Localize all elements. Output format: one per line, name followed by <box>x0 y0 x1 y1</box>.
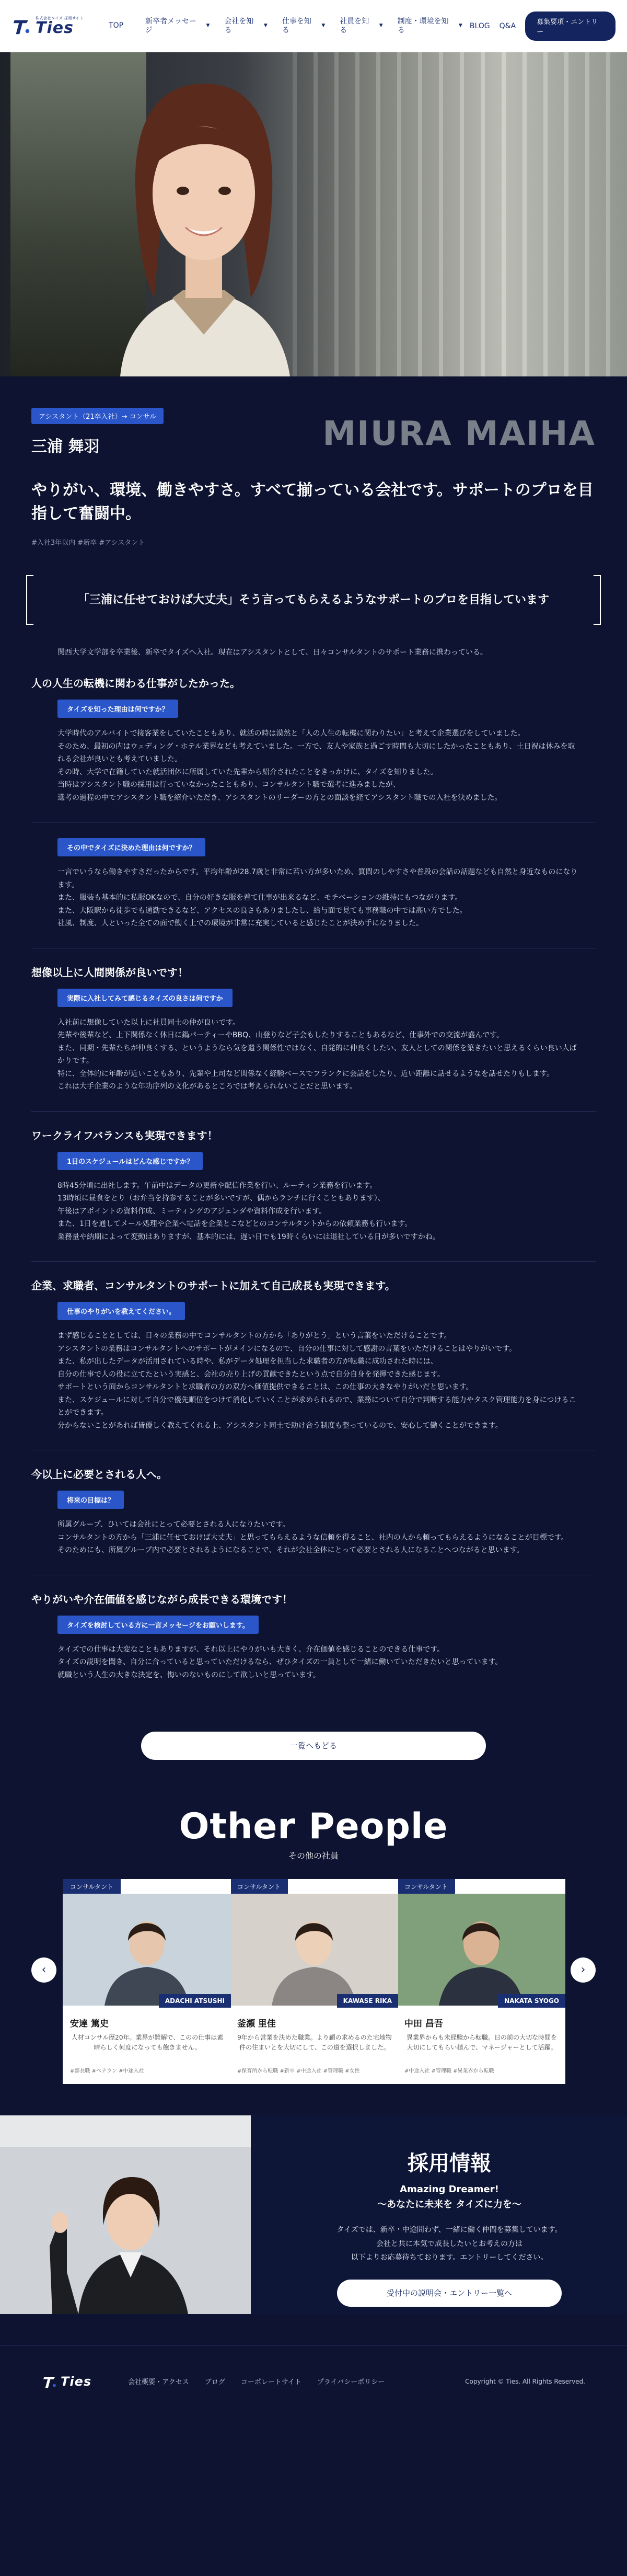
nav-item-label: 新卒者メッセージ <box>145 17 196 35</box>
footer-logo[interactable] <box>42 2374 91 2389</box>
section-heading: 想像以上に人間関係が良いです！ <box>31 966 188 979</box>
interview-section <box>31 1261 596 1432</box>
question-badge: 仕事のやりがいを教えてください。 <box>57 1302 185 1320</box>
answer-line: 入社前に想像していた以上に社員同士の仲が良いです。 <box>57 1018 240 1027</box>
question-badge: その中でタイズに決めた理由は何ですか？ <box>57 838 205 856</box>
site-footer <box>0 2345 627 2417</box>
employee-name: 三浦 舞羽 <box>31 438 100 456</box>
card-photo <box>397 1894 565 2006</box>
employee-portrait <box>84 52 324 376</box>
answer-line: サポートという面からコンサルタントと求職者の方の双方へ価値提供できることは、この仕事の大きなやりがいだと思います。 <box>57 1383 473 1392</box>
footer-link[interactable]: 会社概要・アクセス <box>128 2378 189 2387</box>
nav-item-1[interactable] <box>138 17 217 36</box>
answer-line: また、服装も基本的に私服OKなので、自分の好きな服を着て仕事が出来るなど、モチベーションの維持にもつながります。 <box>57 894 462 902</box>
other-people-subtitle: その他の社員 <box>288 1851 339 1861</box>
question-badge: 実際に入社してみて感じるタイズの良さは何ですか <box>57 989 233 1007</box>
catch-copy: やりがい、環境、働きやすさ。すべて揃っている会社です。サポートのプロを目指して奮闘中。 <box>31 481 594 523</box>
recruit-slogan-jp: 〜あなたに未来を タイズに力を〜 <box>377 2199 521 2211</box>
question-badge: 1日のスケジュールはどんな感じですか？ <box>57 1152 203 1170</box>
interview-body <box>0 647 627 1681</box>
card-role-tag: コンサルタント <box>63 1879 121 1894</box>
answer-line: これは大手企業のような年功序列の文化があるところでは考えられないことだと思います。 <box>57 1082 357 1091</box>
chevron-down-icon: ▼ <box>379 23 383 29</box>
card-hashtags: #部長職 #ベテラン #中途入社 <box>70 2068 144 2075</box>
section-heading: 人の人生の転機に関わる仕事がしたかった。 <box>31 677 240 690</box>
chevron-down-icon: ▼ <box>263 23 268 29</box>
hero-photo <box>0 52 627 376</box>
card-description: 9年から営業を決めた職業。より顧の求めるのた宅地物件の住まいとを大切にして、この道を選択しました。 <box>237 2034 392 2052</box>
answer-line: また、1日を通してメール処理や企業へ電話を企業とこなどとのコンサルタントからの依頼業務も行います。 <box>57 1220 412 1229</box>
answer-line: また、大阪駅から徒歩でも通勤できるなど、アクセスの良さもありましたし、給与面で見ても事務職の中では高い方でした。 <box>57 906 467 915</box>
answer-text <box>31 866 596 930</box>
answer-line: まず感じることとしては、日々の業務の中でコンサルタントの方から「ありがとう」という言葉をいただけることです。 <box>57 1332 451 1341</box>
entry-button[interactable]: 募集要項・エントリー <box>525 12 616 41</box>
card-hashtags: #中途入社 #管理職 #異業界から転職 <box>404 2068 494 2075</box>
interview-section <box>31 822 596 930</box>
card-role-tag: コンサルタント <box>230 1879 288 1894</box>
main-nav <box>101 17 470 36</box>
site-logo[interactable] <box>11 16 84 36</box>
card-hashtags: #保育所から転職 #新卒 #中途入社 #管理職 #女性 <box>237 2068 360 2075</box>
card-photo <box>230 1894 398 2006</box>
other-people-title: Other People <box>179 1806 448 1848</box>
answer-line: また、私が出したデータが活用されている時や、私がデータ処理を担当した求職者の方が転職に成功された時には、 <box>57 1357 438 1366</box>
nav-item-label: TOP <box>109 21 124 30</box>
answer-line: 8時45分頃に出社します。午前中はデータの更新や配信作業を行い、ルーティン業務を行います。 <box>57 1181 377 1190</box>
answer-line: また、スケジュールに対して自分で優先順位をつけて消化していくことが求められるので、業務について自分で判断する能力やタスク管理能力を身につけることができます。 <box>57 1395 576 1417</box>
answer-text <box>31 1016 596 1093</box>
card-role-tag: コンサルタント <box>397 1879 455 1894</box>
footer-link[interactable]: プライバシーポリシー <box>317 2378 385 2387</box>
pull-quote-text: 「三浦に任せておけば大丈夫」そう言ってもらえるようなサポートのプロを目指しています <box>77 593 549 606</box>
answer-line: 当時はアシスタント職の採用は行っていなかったこともあり、コンサルタント職で選考に進みましたが、 <box>57 781 400 789</box>
employee-card[interactable] <box>63 1879 231 2084</box>
footer-logo-name: Ties <box>61 2374 92 2389</box>
people-carousel <box>0 1879 627 2093</box>
card-name: 中田 昌吾 <box>404 2019 443 2030</box>
recruit-entry-button[interactable]: 受付中の説明会・エントリー一覧へ <box>337 2280 562 2307</box>
answer-line: 所属グループ、ひいては会社にとって必要とされる人になりたいです。 <box>57 1520 290 1529</box>
ties-logo-icon <box>42 2374 57 2389</box>
other-people-section <box>0 1806 627 2093</box>
answer-line: また、同期・先輩たちが仲良くする、というようなら気を遣う関係性ではなく、自発的に仲良くしたい、友人としての関係を築きたいと思えるくらい良い人ばかりです。 <box>57 1044 577 1066</box>
recruit-slogan-en: Amazing Dreamer! <box>400 2184 499 2195</box>
answer-line: 13時頃に昼食をとり（お弁当を持参することが多いですが、偶からランチに行くこともあります）、 <box>57 1194 385 1203</box>
interview-section <box>31 1450 596 1557</box>
employee-card[interactable] <box>230 1879 398 2084</box>
answer-line: 一言でいうなら働きやすさだったからです。平均年齢が28.7歳と非常に若い方が多いため、質問のしやすさや普段の会話の話題なども自然と身近なものになります。 <box>57 868 578 889</box>
card-name-en: NAKATA SYOGO <box>498 1994 565 2008</box>
nav-item-5[interactable] <box>390 17 470 36</box>
chevron-down-icon: ▼ <box>321 23 326 29</box>
carousel-prev-icon[interactable]: ‹ <box>31 1957 56 1983</box>
site-header <box>0 0 627 52</box>
question-badge: 将来の目標は？ <box>57 1491 124 1509</box>
card-description: 異業界からも未経験から転職。日の前の大切な時間を大切にしてもらい積んで、マネージャーとして活躍。 <box>406 2034 557 2052</box>
career-tag: アシスタント（21卒入社）→ コンサル <box>31 408 164 424</box>
nav-item-label: 仕事を知る <box>282 17 311 35</box>
card-name-en: ADACHI ATSUSHI <box>159 1994 231 2008</box>
nav-item-label: 制度・環境を知る <box>397 17 449 35</box>
answer-line: タイズでの仕事は大変なこともありますが、それ以上にやりがいも大きく、介在価値を感じることのできる仕事です。 <box>57 1645 445 1654</box>
answer-line: その時、大学で在籍していた就活団体に所属していた先輩から紹介されたことをきっかけに、タイズを知りました。 <box>57 768 438 776</box>
recruit-text-line: 会社と共に本気で成長したいとお考えの方は <box>376 2239 522 2248</box>
answer-line: 自分の仕事で人の役に立てたという実感と、会社の売り上げの貢献できたという点で自分自身を発揮できた感じます。 <box>57 1370 445 1379</box>
answer-line: アシスタントの業務はコンサルタントへのサポートがメインになるので、自分の仕事に対して感謝の言葉をいただけることはやりがいです。 <box>57 1344 517 1353</box>
answer-line: 業務量や納期によって変動はありますが、基本的には、遅い日でも19時くらいには退社している日が多いですかね。 <box>57 1232 440 1241</box>
question-badge: タイズを検討している方に一言メッセージをお願いします。 <box>57 1616 259 1634</box>
interview-section <box>31 1575 596 1682</box>
back-to-list-button[interactable]: 一覧へもどる <box>141 1732 486 1760</box>
nav-qa[interactable]: Q&A <box>499 22 516 30</box>
recruit-section <box>0 2115 627 2314</box>
answer-line: 選考の過程の中でアシスタント職を紹介いただき、アシスタントのリーダーの方との面談を経てアシスタント職での入社を決めました。 <box>57 793 502 802</box>
answer-text <box>31 1180 596 1244</box>
interview-section <box>31 948 596 1093</box>
carousel-next-icon[interactable]: › <box>571 1957 596 1983</box>
nav-item-3[interactable] <box>275 17 332 36</box>
profile-intro <box>0 376 627 547</box>
recruit-text-line: 以下よりお応募待ちております。エントリーしてください。 <box>351 2253 548 2262</box>
nav-item-4[interactable] <box>332 17 390 36</box>
card-name-en: KAWASE RIKA <box>337 1994 398 2008</box>
section-heading: ワークライフバランスも実現できます！ <box>31 1129 218 1142</box>
chevron-down-icon: ▼ <box>458 23 462 29</box>
answer-line: そのためにも、所属グループ内で必要とされるようになることで、それが会社全体にとって必要とされる人になることへつながると思います。 <box>57 1546 524 1555</box>
card-name: 釜瀬 里佳 <box>237 2019 276 2030</box>
logo-name: Ties <box>36 18 74 37</box>
card-description: 人材コンサル歴20年。業界が難解で、このの仕事は素晴らしく何度になっても飽きません。 <box>71 2034 224 2052</box>
lead-text: 関西大学文学部を卒業後、新卒でタイズへ入社。現在はアシスタントとして、日々コンサルタントのサポート業務に携わっている。 <box>57 648 487 657</box>
answer-line: 分からないことがあれば皆優しく教えてくれる上、アシスタント同士で助け合う制度も整っているので、安心して働くことができます。 <box>57 1421 503 1430</box>
answer-line: 特に、全体的に年齢が近いこともあり、先輩や上司など関係なく経験ベースでフランクに会話をしたり、近い距離に話せるようなを話せたりもします。 <box>57 1069 554 1078</box>
question-badge: タイズを知った理由は何ですか？ <box>57 700 178 718</box>
answer-line: 社風、制度、人といった全ての面で働く上での環境が非常に充実していると感じたことが決め手になりました。 <box>57 919 423 928</box>
answer-text <box>31 1518 596 1557</box>
answer-line: 大学時代のアルバイトで接客業をしていたこともあり、就活の時は漠然と「人の人生の転機に関わりたい」と考えて企業選びをしていました。 <box>57 729 525 738</box>
nav-item-0[interactable] <box>101 21 138 31</box>
interview-section <box>31 1111 596 1244</box>
section-heading: やりがいや介在価値を感じながら成長できる環境です！ <box>31 1593 293 1606</box>
footer-link[interactable]: コーポレートサイト <box>240 2378 301 2387</box>
answer-line: タイズの説明を聞き、自分に合っていると思っていただけるなら、ぜひタイズの一員として一緒に働いていただきたいと思っています。 <box>57 1658 503 1667</box>
section-heading: 企業、求職者、コンサルタントのサポートに加えて自己成長も実現できます。 <box>31 1279 396 1292</box>
answer-line: 先輩や後輩など、上下関係なく休日に鍋パーティーやBBQ、山登りなど子会もしたりすることもあるなど、仕事外での交流が盛んです。 <box>57 1031 504 1040</box>
hashtags: #入社3年以内 #新卒 #アシスタント <box>31 539 145 547</box>
answer-line: そのため、最初の内はウェディング・ホテル業界なども考えていました。一方で、友人や家族と過ごす時間も大切にしたかったこともあり、土日祝は休みを取れる会社が良いとも考えていました。 <box>57 742 575 764</box>
card-name: 安達 篤史 <box>70 2019 109 2030</box>
chevron-down-icon: ▼ <box>206 23 210 29</box>
nav-item-label: 社員を知る <box>340 17 369 35</box>
copyright: Copyright © Ties. All Rights Reserved. <box>465 2377 585 2385</box>
card-photo <box>63 1894 231 2006</box>
interview-section <box>31 675 596 804</box>
footer-link[interactable]: ブログ <box>204 2378 225 2387</box>
answer-line: コンサルタントの方から「三浦に任せておけば大丈夫」と思ってもらえるような信頼を得ること、社内の人から頼ってもらえるようになることが目標です。 <box>57 1533 568 1542</box>
answer-text <box>31 727 596 804</box>
recruit-title: 採用情報 <box>408 2151 491 2176</box>
recruit-text <box>293 2223 606 2265</box>
ties-logo-icon <box>11 16 31 36</box>
nav-item-2[interactable] <box>217 17 274 36</box>
recruit-text-line: タイズでは、新卒・中途問わず、一緒に働く仲間を募集しています。 <box>336 2226 562 2235</box>
answer-line: 午後はアポイントの資料作成、ミーティングのアジェンダや資料作成を行います。 <box>57 1207 327 1216</box>
answer-line: 就職という人生の大きな決定を、悔いのないものにして欲しいと思っています。 <box>57 1670 320 1679</box>
pull-quote <box>26 575 601 625</box>
employee-name-en: MIURA MAIHA <box>322 415 596 453</box>
answer-text <box>31 1643 596 1682</box>
recruit-photo <box>0 2115 251 2314</box>
employee-card[interactable] <box>397 1879 565 2084</box>
section-heading: 今以上に必要とされる人へ。 <box>31 1468 167 1481</box>
logo-subtitle: 株式会社タイズ 採用サイト <box>36 16 84 20</box>
nav-item-label: 会社を知る <box>224 17 254 35</box>
nav-blog[interactable]: BLOG <box>469 22 490 30</box>
answer-text <box>31 1330 596 1432</box>
